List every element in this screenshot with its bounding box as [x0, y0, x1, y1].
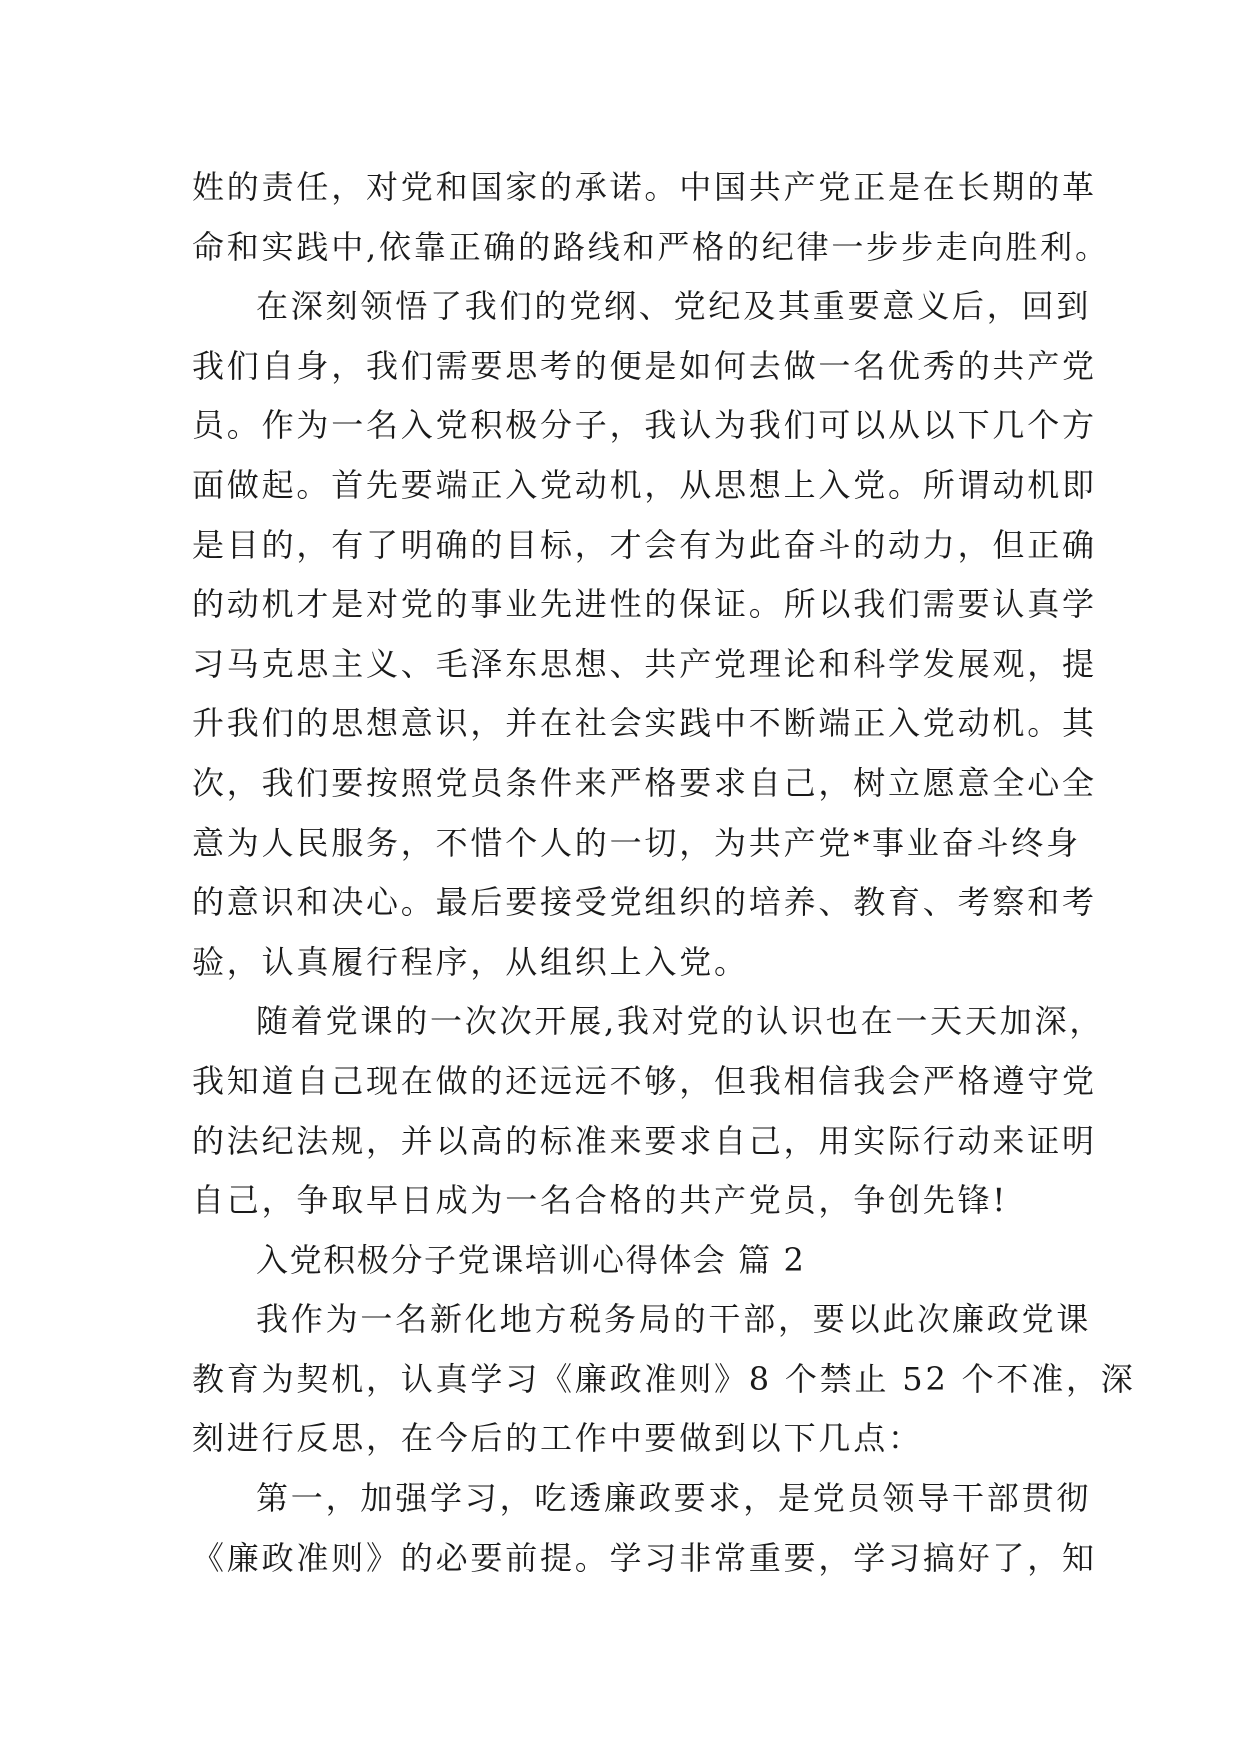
text-line: 我们自身，我们需要思考的便是如何去做一名优秀的共产党 — [192, 346, 1097, 385]
text-line: 随着党课的一次次开展,我对党的认识也在一天天加深， — [256, 1002, 1105, 1041]
text-line: 习马克思主义、毛泽东思想、共产党理论和科学发展观，提 — [192, 644, 1097, 683]
text-line: 在深刻领悟了我们的党纲、党纪及其重要意义后，回到 — [256, 287, 1092, 326]
text-line: 自己，争取早日成为一名合格的共产党员，争创先锋! — [192, 1181, 1009, 1220]
text-line: 员。作为一名入党积极分子，我认为我们可以从以下几个方 — [192, 406, 1097, 445]
text-line: 我知道自己现在做的还远远不够，但我相信我会严格遵守党 — [192, 1061, 1097, 1100]
text-line: 的意识和决心。最后要接受党组织的培养、教育、考察和考 — [192, 883, 1097, 922]
text-line: 《廉政准则》的必要前提。学习非常重要，学习搞好了，知 — [192, 1538, 1097, 1577]
text-line: 意为人民服务，不惜个人的一切，为共产党*事业奋斗终身 — [192, 823, 1081, 862]
text-line: 第一，加强学习，吃透廉政要求，是党员领导干部贯彻 — [256, 1479, 1092, 1518]
text-line: 我作为一名新化地方税务局的干部，要以此次廉政党课 — [256, 1300, 1092, 1339]
text-line: 是目的，有了明确的目标，才会有为此奋斗的动力，但正确 — [192, 525, 1097, 564]
text-line: 刻进行反思，在今后的工作中要做到以下几点： — [192, 1419, 923, 1458]
text-line: 验，认真履行程序，从组织上入党。 — [192, 942, 749, 981]
section-heading: 入党积极分子党课培训心得体会 篇 2 — [256, 1240, 806, 1279]
text-line: 教育为契机，认真学习《廉政准则》8 个禁止 52 个不准，深 — [192, 1359, 1136, 1398]
document-body — [192, 158, 1136, 1588]
text-line: 升我们的思想意识，并在社会实践中不断端正入党动机。其 — [192, 704, 1097, 743]
text-line: 姓的责任，对党和国家的承诺。中国共产党正是在长期的革 — [192, 168, 1097, 206]
text-line: 命和实践中,依靠正确的路线和严格的纪律一步步走向胜利。 — [192, 227, 1110, 266]
text-line: 的法纪法规，并以高的标准来要求自己，用实际行动来证明 — [192, 1121, 1097, 1160]
text-line: 次，我们要按照党员条件来严格要求自己，树立愿意全心全 — [192, 763, 1097, 802]
text-line: 的动机才是对党的事业先进性的保证。所以我们需要认真学 — [192, 585, 1097, 624]
text-line: 面做起。首先要端正入党动机，从思想上入党。所谓动机即 — [192, 465, 1097, 504]
